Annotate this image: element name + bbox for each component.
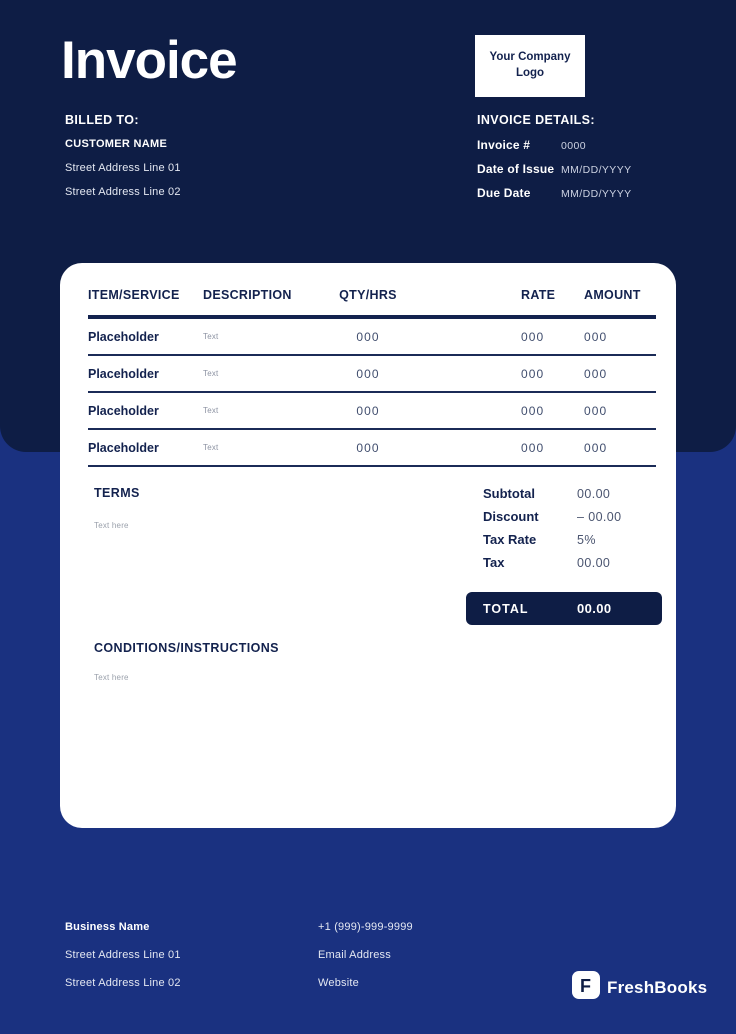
col-header-item: ITEM/SERVICE [88,288,180,302]
invoice-number-label: Invoice # [477,138,531,152]
page-title: Invoice [61,31,237,90]
due-date-row [477,186,632,200]
col-header-rate: RATE [521,288,556,302]
amount-cell: 000 [584,403,608,418]
business-address-line2: Street Address Line 02 [65,977,181,989]
conditions-section [60,625,676,682]
billed-to-label: BILLED TO: [65,113,139,127]
total-value: 00.00 [577,601,612,616]
qty-cell: 000 [356,329,380,344]
date-of-issue-value: MM/DD/YYYY [561,164,632,176]
conditions-text: Text here [94,673,129,682]
invoice-number-value: 0000 [561,140,586,152]
col-header-description: DESCRIPTION [203,288,292,302]
date-of-issue-label: Date of Issue [477,162,555,176]
invoice-number-row [477,138,632,152]
description-cell: Text [203,332,219,341]
item-cell: Placeholder [88,403,159,418]
due-date-label: Due Date [477,186,531,200]
rate-cell: 000 [521,329,545,344]
terms-and-totals-section [60,467,676,625]
qty-cell: 000 [356,440,380,455]
table-row [88,319,656,356]
business-address-line1: Street Address Line 01 [65,949,181,961]
customer-address-line1: Street Address Line 01 [65,162,181,174]
freshbooks-brand [572,971,707,1004]
business-name: Business Name [65,921,150,933]
business-website: Website [318,977,359,989]
rate-cell: 000 [521,440,545,455]
table-row [88,430,656,467]
customer-address-line2: Street Address Line 02 [65,186,181,198]
invoice-details-label: INVOICE DETAILS: [477,113,595,127]
discount-value: – 00.00 [577,510,622,524]
footer-business-column [65,921,181,1005]
total-label: TOTAL [483,601,529,616]
rate-cell: 000 [521,366,545,381]
item-cell: Placeholder [88,329,159,344]
tax-rate-label: Tax Rate [483,532,537,547]
date-of-issue-row [477,162,632,176]
svg-text:F: F [580,976,591,996]
tax-rate-row [466,532,662,555]
company-logo-text: Your Company Logo [489,51,571,79]
table-row [88,356,656,393]
table-row [88,393,656,430]
description-cell: Text [203,443,219,452]
freshbooks-logo-icon [572,971,600,1004]
terms-label: TERMS [94,486,140,500]
amount-cell: 000 [584,329,608,344]
tax-rate-value: 5% [577,533,596,547]
tax-row [466,555,662,578]
billed-to-section [65,113,181,210]
item-cell: Placeholder [88,440,159,455]
subtotal-value: 00.00 [577,487,611,501]
description-cell: Text [203,406,219,415]
subtotal-label: Subtotal [483,486,535,501]
conditions-label: CONDITIONS/INSTRUCTIONS [94,641,279,655]
amount-cell: 000 [584,440,608,455]
tax-label: Tax [483,555,505,570]
subtotal-row [466,486,662,509]
qty-cell: 000 [356,403,380,418]
col-header-amount: AMOUNT [584,288,641,302]
description-cell: Text [203,369,219,378]
rate-cell: 000 [521,403,545,418]
business-email: Email Address [318,949,391,961]
item-cell: Placeholder [88,366,159,381]
qty-cell: 000 [356,366,380,381]
customer-name: CUSTOMER NAME [65,138,168,150]
footer-contact-column [318,921,413,1005]
freshbooks-wordmark: FreshBooks [607,977,708,997]
company-logo-box [475,35,585,97]
tax-value: 00.00 [577,556,611,570]
terms-section [94,486,466,625]
total-box [466,592,662,625]
amount-cell: 000 [584,366,608,381]
totals-section [466,486,662,625]
due-date-value: MM/DD/YYYY [561,188,632,200]
invoice-card [60,263,676,828]
invoice-details-section [477,113,632,210]
col-header-qty: QTY/HRS [339,288,397,302]
discount-row [466,509,662,532]
terms-text: Text here [94,521,129,530]
business-phone: +1 (999)-999-9999 [318,921,413,933]
line-items-table [60,263,676,467]
table-header-row [88,263,656,319]
discount-label: Discount [483,509,539,524]
